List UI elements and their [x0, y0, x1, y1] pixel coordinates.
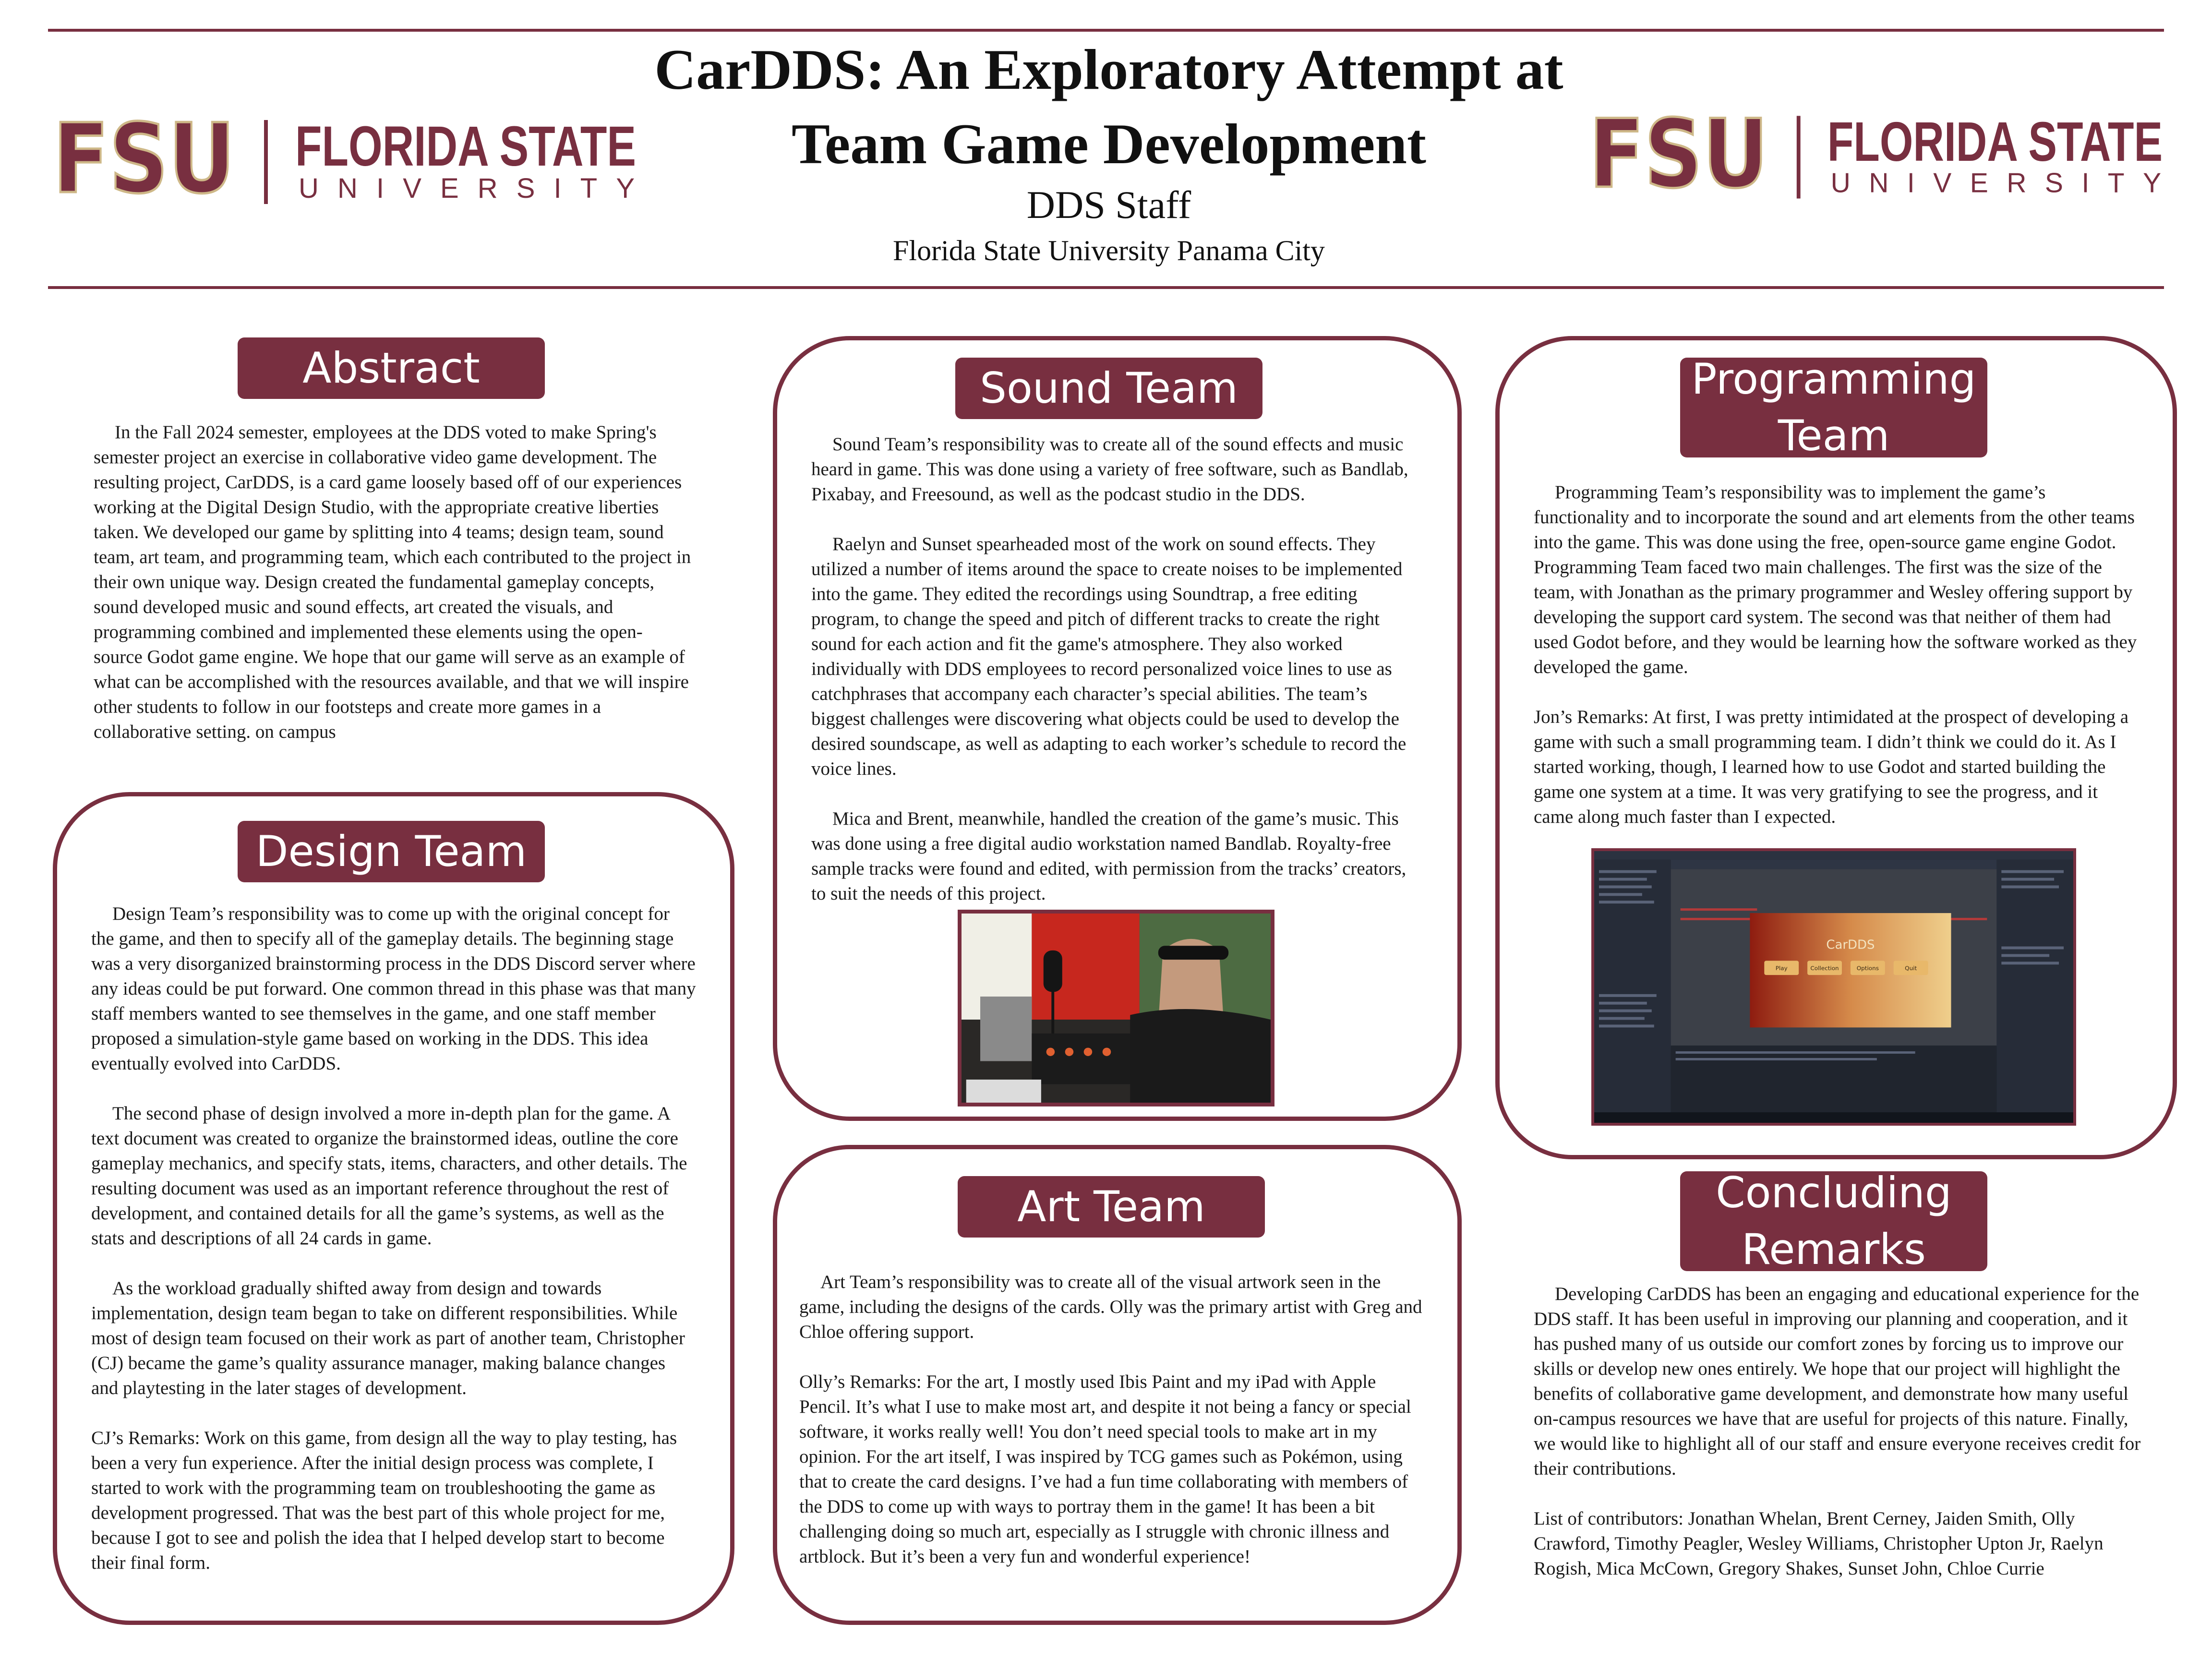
design-paragraph: Design Team’s responsibility was to come up with the original concept for the game, and then to specify all of the gameplay details. The beginning stage was a very disorganized brainstorming process in the DDS Discord server where any ideas could be put forward. One common thread in this phase was that many staff members wanted to see themselves in the game, and one staff member proposed a simulation-style game based on working in the DDS. This idea eventually evolved into CarDDS. — [91, 903, 696, 1074]
poster-affiliation: Florida State University Panama City — [893, 235, 1325, 266]
header-bottom-rule — [48, 286, 2164, 289]
programming-heading-line1: Programming — [1691, 354, 1976, 404]
poster-authors: DDS Staff — [1026, 183, 1191, 227]
header-top-rule — [48, 29, 2164, 32]
concluding-remarks-heading — [1680, 1168, 1987, 1274]
programming-paragraph: Programming Team’s responsibility was to implement the game’s functionality and to incorporate the sound and art elements from the other teams into the game. This was done using the free, open-source game engine Godot. Programming Team faced two main challenges. The first was the size of the team, with Jonathan as the primary programmer and Wesley offering support by developing the support card system. The second was that neither of them had used Godot before, and they would be learning how the software worked as they developed the game. — [1534, 482, 2137, 677]
podcast-studio-photo — [958, 910, 1274, 1106]
design-paragraph: The second phase of design involved a more in-depth plan for the game. A text document was created to organize the brainstormed ideas, outline the core gameplay mechanics, and specify stats, items, characters, and other details. The resulting document was used as an important reference throughout the rest of development, and contained details for all the game’s systems, as well as the stats and descriptions of all 24 cards in game. — [91, 1103, 687, 1249]
logo-line2: UNIVERSITY — [299, 173, 635, 204]
programming-remarks: Jon’s Remarks: At first, I was pretty intimidated at the prospect of developing a game with such a small programming team. I didn’t think we could do it. As I started working, though, I learned how to use Godot and started building the game one system at a time. It was very gratifying to see the progress, and it came along much faster than I expected. — [1534, 707, 2129, 827]
art-remarks: Olly’s Remarks: For the art, I mostly used Ibis Paint and my iPad with Apple Pencil. It’s what I use to make most art, and despite it not being a fancy or special software, it works really well! You don’t need special tools to make art in my opinion. For the art itself, I was inspired by TCG games such as Pokémon, using that to create the card designs. I’ve had a fun time collaborating with members of the DDS to come up with ways to portray them in the game! It has been a bit challenging doing so much art, especially as I struggle with chronic illness and artblock. But it’s been a very fun and wonderful experience! — [799, 1371, 1411, 1567]
poster-title-line2: Team Game Development — [792, 112, 1426, 176]
sound-paragraph: Raelyn and Sunset spearheaded most of the work on sound effects. They utilized a number of items around the space to create noises to be implemented into the game. They edited the recordings using Soundtrap, a free editing program, to change the speed and pitch of different tracks to create the right sound for each action and fit the game's atmosphere. They also worked individually with DDS employees to record personalized voice lines to use as catchphrases that accompany each character’s special abilities. The team’s biggest challenges were discovering what objects could be used to develop the desired soundscape, as well as adapting to each worker’s schedule to record the voice lines. — [811, 534, 1407, 779]
poster-title-line1: CarDDS: An Exploratory Attempt at — [654, 37, 1563, 101]
screenshot-game-title: CarDDS — [1826, 938, 1875, 952]
art-team-heading: Art Team — [958, 1176, 1265, 1238]
concluding-heading-line1: Concluding — [1716, 1168, 1952, 1217]
screenshot-button-options: Options — [1856, 965, 1879, 972]
concluding-heading-line2: Remarks — [1742, 1225, 1926, 1274]
logo-line2: UNIVERSITY — [1830, 168, 2162, 199]
concluding-remarks-body — [1534, 1282, 2143, 1606]
design-paragraph: As the workload gradually shifted away from design and towards implementation, design team began to take on different responsibilities. While most of design team focused on their work as part of another team, Christopher (CJ) became the game’s quality assurance manager, making balance changes and playtesting in the later stages of development. — [91, 1278, 685, 1398]
design-team-body — [91, 902, 696, 1600]
screenshot-button-collection: Collection — [1810, 965, 1839, 972]
sound-paragraph: Sound Team’s responsibility was to create all of the sound effects and music heard in game. This was done using a variety of free software, such as Bandlab, Pixabay, and Freesound, as well as the podcast studio in the DDS. — [811, 434, 1408, 505]
sound-team-body — [811, 432, 1423, 931]
screenshot-button-play: Play — [1775, 965, 1788, 972]
logo-wordmark: FSU — [53, 103, 235, 215]
abstract-body — [94, 420, 691, 769]
art-paragraph: Art Team’s responsibility was to create all of the visual artwork seen in the game, including the designs of the cards. Olly was the primary artist with Greg and Chloe offering support. — [799, 1272, 1422, 1342]
design-remarks: CJ’s Remarks: Work on this game, from design all the way to play testing, has been a very fun experience. After the initial design process was complete, I started to work with the programming team on troubleshooting the game as development progressed. That was the best part of this whole project for me, because I got to see and polish the idea that I helped develop start to become their final form. — [91, 1428, 677, 1573]
programming-team-heading — [1680, 354, 1987, 460]
logo-line1: FLORIDA STATE — [1827, 110, 2163, 173]
sound-team-heading: Sound Team — [955, 358, 1262, 419]
abstract-paragraph: In the Fall 2024 semester, employees at the DDS voted to make Spring's semester project an exercise in collaborative video game development. The resulting project, CarDDS, is a card game loosely based off of our experiences working at the Digital Design Studio, with the appropriate creative liberties taken. We developed our game by splitting into 4 teams; design team, sound team, art team, and programming team, which each contributed to the project in their own unique way. Design created the fundamental gameplay concepts, sound developed music and sound effects, art created the visuals, and programming combined and implemented these elements using the open-source Godot game engine. We hope that our game will serve as an example of what can be accomplished with the resources available, and that we will inspire other students to follow in our footsteps and create more games in a collaborative setting. on campus — [94, 422, 691, 742]
contributors-list: List of contributors: Jonathan Whelan, Brent Cerney, Jaiden Smith, Olly Crawford, Timothy Peagler, Wesley Williams, Christopher Upton Jr, Raelyn Rogish, Mica McCown, Gregory Shakes, Sunset John, Chloe Currie — [1534, 1508, 2104, 1579]
logo-wordmark: FSU — [1589, 99, 1768, 209]
screenshot-button-quit: Quit — [1905, 965, 1917, 972]
design-team-heading: Design Team — [238, 821, 545, 882]
programming-team-body — [1534, 480, 2141, 854]
art-team-body — [799, 1270, 1423, 1594]
concluding-paragraph: Developing CarDDS has been an engaging and educational experience for the DDS staff. It has been useful in improving our planning and cooperation, and it has pushed many of us outside our comfort zones by forcing us to improve our skills or develop new ones entirely. We hope that our project will highlight the benefits of collaborative game development, and demonstrate how many useful on-campus resources we have that are useful for projects of this nature. Finally, we would like to highlight all of our staff and ensure everyone receives credit for their contributions. — [1534, 1284, 2141, 1479]
logo-line1: FLORIDA STATE — [295, 115, 636, 178]
abstract-heading: Abstract — [238, 337, 545, 399]
sound-paragraph: Mica and Brent, meanwhile, handled the creation of the game’s music. This was done using a free digital audio workstation named Bandlab. Royalty-free sample tracks were found and edited, with permission from the tracks’ creators, to suit the needs of this project. — [811, 808, 1407, 904]
programming-heading-line2: Team — [1778, 411, 1890, 460]
godot-editor-screenshot — [1591, 848, 2076, 1126]
